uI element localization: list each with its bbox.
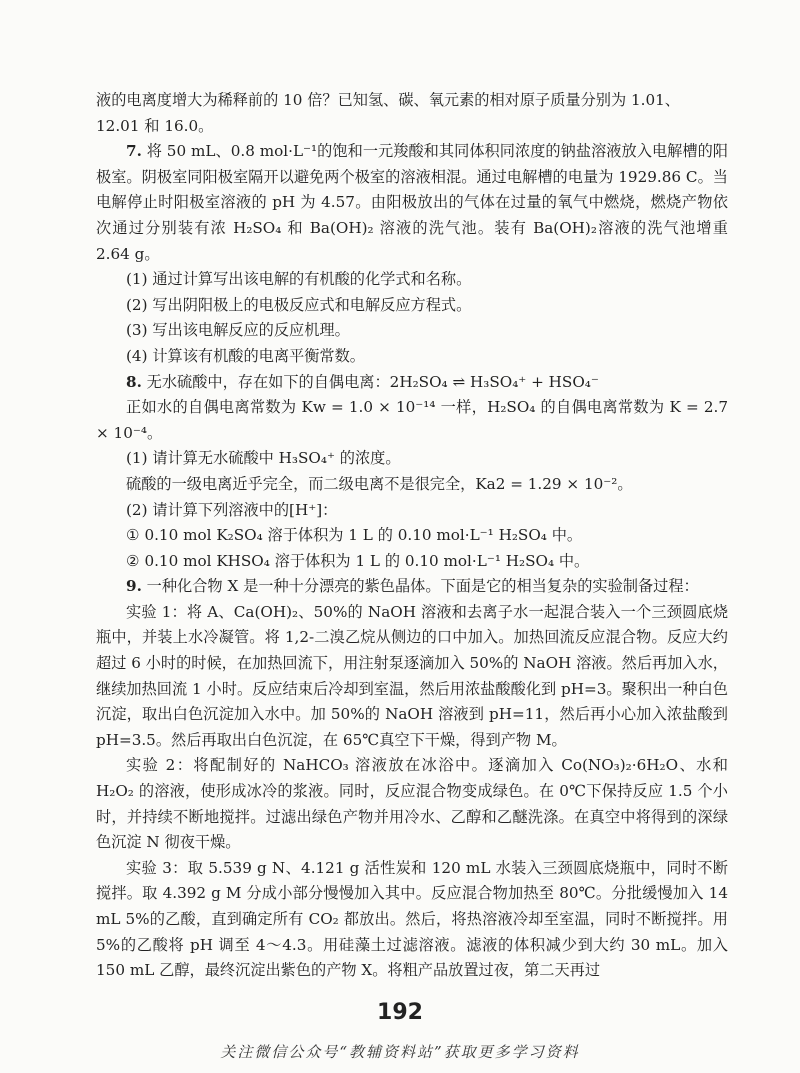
q7-item-1: (1) 通过计算写出该电解的有机酸的化学式和名称。: [126, 270, 472, 289]
q8-line-3: 硫酸的一级电离近乎完全，而二级电离不是很完全，Ka2 = 1.29 × 10⁻²。: [126, 474, 633, 493]
q9-experiment-2: 实验 2：将配制好的 NaHCO₃ 溶液放在冰浴中。逐滴加入 Co(NO₃)₂·6H₂O、水和 H₂O₂ 的溶液，使形成冰冷的浆液。同时，反应混合物变成绿色。在 0℃下保持反应 1.5 个小时，并持续不断地搅拌。过滤出绿色产物并用冷水、乙醇和乙醚洗涤。在真空中将得到的深绿色沉淀 N 彻夜干燥。: [96, 756, 728, 852]
question-7: [96, 139, 728, 267]
text-body: [96, 88, 728, 984]
footer-note: 关注微信公众号“教辅资料站”获取更多学习资料: [220, 1043, 580, 1061]
question-7-number: 7.: [126, 142, 142, 161]
q9-experiment-3: 实验 3：取 5.539 g N、4.121 g 活性炭和 120 mL 水装入三颈圆底烧瓶中，同时不断搅拌。取 4.392 g M 分成小部分慢慢加入其中。反应混合物加热至 80℃。分批缓慢加入 14 mL 5%的乙酸，直到确定所有 CO₂ 都放出。然后，将热溶液冷却至室温，同时不断搅拌。用 5%的乙酸将 pH 调至 4～4.3。用硅藻土过滤溶液。滤液的体积减少到大约 30 mL。加入 150 mL 乙醇，最终沉淀出紫色的产物 X。将粗产品放置过夜，第二天再过: [96, 858, 728, 980]
q9-experiment-1: 实验 1：将 A、Ca(OH)₂、50%的 NaOH 溶液和去离子水一起混合装入一个三颈圆底烧瓶中，并装上水冷凝管。将 1,2-二溴乙烷从侧边的口中加入。加热回流反应混合物。反应大约超过 6 小时的时候，在加热回流下，用注射泵逐滴加入 50%的 NaOH 溶液。然后再加入水，继续加热回流 1 小时。反应结束后冷却到室温，然后用浓盐酸酸化到 pH=3。聚积出一种白色沉淀，取出白色沉淀加入水中。加 50%的 NaOH 溶液到 pH=11，然后再小心加入浓盐酸到 pH=3.5。然后再取出白色沉淀，在 65℃真空下干燥，得到产物 M。: [96, 602, 728, 749]
q7-item-4: (4) 计算该有机酸的电离平衡常数。: [126, 346, 365, 365]
question-7-body: 将 50 mL、0.8 mol·L⁻¹的饱和一元羧酸和其同体积同浓度的钠盐溶液放入电解槽的阳极室。阴极室同阳极室隔开以避免两个极室的溶液相混。通过电解槽的电量为 1929.86 C。当电解停止时阳极室溶液的 pH 为 4.57。由阳极放出的气体在过量的氧气中燃烧，燃烧产物依次通过分别装有浓 H₂SO₄ 和 Ba(OH)₂ 溶液的洗气池。装有 Ba(OH)₂溶液的洗气池增重 2.64 g。: [96, 142, 728, 263]
q8-sub-2: ② 0.10 mol KHSO₄ 溶于体积为 1 L 的 0.10 mol·L⁻¹ H₂SO₄ 中。: [126, 551, 590, 570]
q7-item-2: (2) 写出阴阳极上的电极反应式和电解反应方程式。: [126, 295, 472, 314]
intro-line-2: 12.01 和 16.0。: [96, 116, 214, 135]
intro-line-1: 液的电离度增大为稀释前的 10 倍？已知氢、碳、氧元素的相对原子质量分别为 1.01、: [96, 91, 680, 109]
q7-item-3: (3) 写出该电解反应的反应机理。: [126, 321, 350, 340]
question-8: [96, 370, 728, 396]
question-9-body: 一种化合物 X 是一种十分漂亮的紫色晶体。下面是它的相当复杂的实验制备过程：: [141, 577, 699, 596]
question-8-number: 8.: [126, 372, 142, 391]
question-9: [96, 574, 728, 600]
question-8-body: 无水硫酸中，存在如下的自偶电离：2H₂SO₄ ⇌ H₃SO₄⁺ + HSO₄⁻: [141, 372, 599, 391]
q8-line-2: 正如水的自偶电离常数为 Kw = 1.0 × 10⁻¹⁴ 一样，H₂SO₄ 的自偶电离常数为 K = 2.7 × 10⁻⁴。: [96, 398, 728, 442]
q8-sub-1: ① 0.10 mol K₂SO₄ 溶于体积为 1 L 的 0.10 mol·L⁻¹ H₂SO₄ 中。: [126, 526, 583, 545]
q8-item-1: (1) 请计算无水硫酸中 H₃SO₄⁺ 的浓度。: [126, 449, 401, 468]
page-number: 192: [377, 1000, 423, 1025]
q8-item-2: (2) 请计算下列溶液中的[H⁺]：: [126, 500, 338, 519]
question-9-number: 9.: [126, 577, 142, 596]
